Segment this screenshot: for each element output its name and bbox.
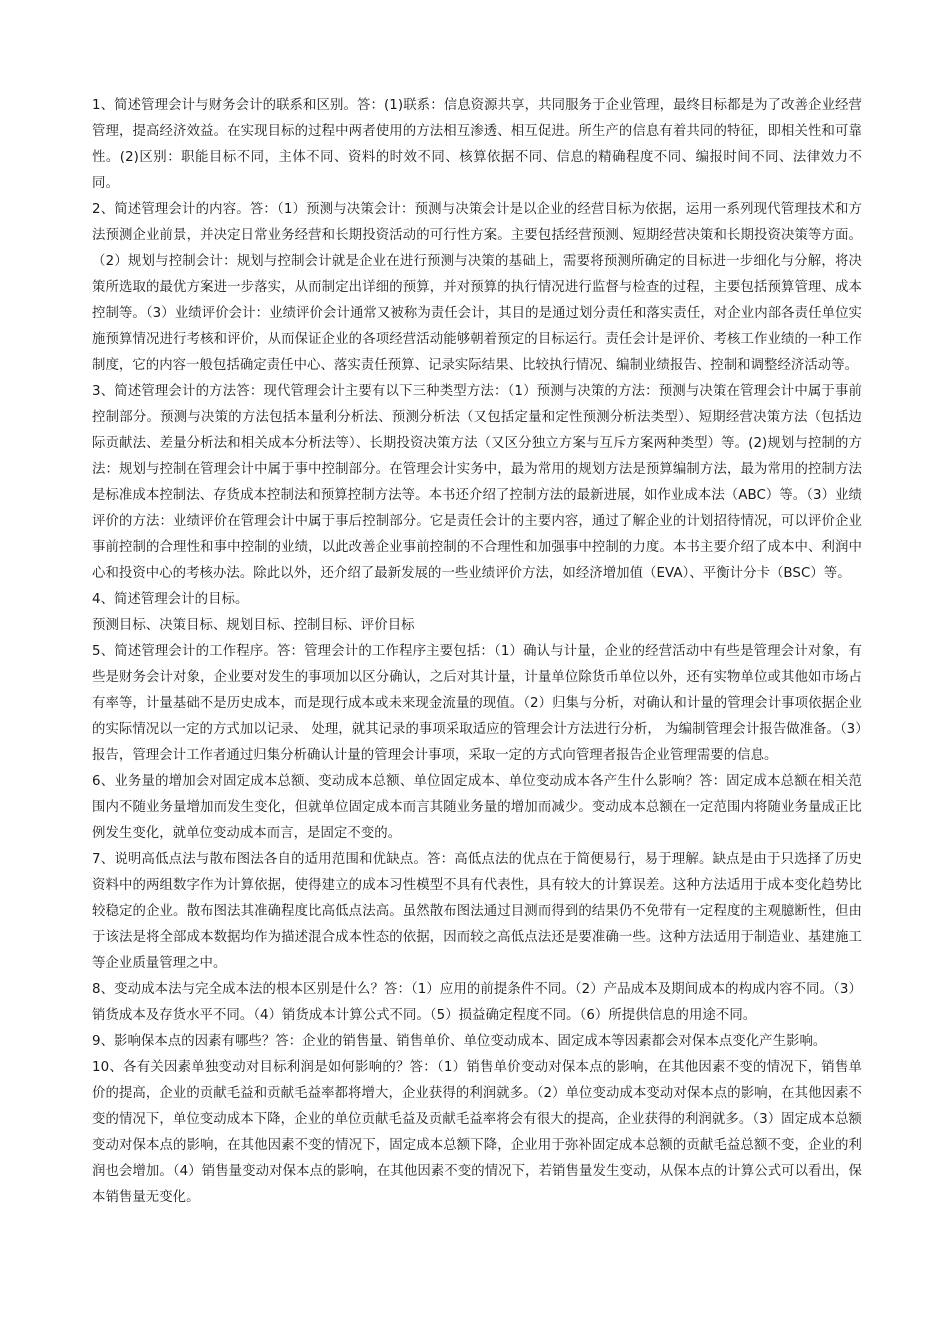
paragraph-q5: 5、简述管理会计的工作程序。答：管理会计的工作程序主要包括：（1）确认与计量，企业的经营活动中有些是管理会计对象，有些是财务会计对象，企业要对发生的事项加以区分确认，之后对其计量，计量单位除货币单位以外，还有实物单位或其他如市场占有率等，计量基础不是历史成本，而是现行成本或未来现金流量的现值。（2）归集与分析，对确认和计量的管理会计事项依据企业的实际情况以一定的方式加以记录、 处理，就其记录的事项采取适应的管理会计方法进行分析， 为编制管理会计报告做准备。（3）报告，管理会计工作者通过归集分析确认计量的管理会计事项，采取一定的方式向管理者报告企业管理需要的信息。 xyxy=(92,644,862,763)
document-body xyxy=(92,93,862,1211)
paragraph-q3: 3、简述管理会计的方法答：现代管理会计主要有以下三种类型方法：（1）预测与决策的方法：预测与决策在管理会计中属于事前控制部分。预测与决策的方法包括本量利分析法、预测分析法（又包括定量和定性预测分析法类型）、短期经营决策方法（包括边际贡献法、差量分析法和相关成本分析法等）、长期投资决策方法（又区分独立方案与互斥方案两种类型）等。(2)规划与控制的方法：规划与控制在管理会计中属于事中控制部分。在管理会计实务中，最为常用的规划方法是预算编制方法，最为常用的控制方法是标准成本控制法、存货成本控制法和预算控制方法等。本书还介绍了控制方法的最新进展，如作业成本法（ABC）等。（3）业绩评价的方法：业绩评价在管理会计中属于事后控制部分。它是责任会计的主要内容，通过了解企业的计划招待情况，可以评价企业事前控制的合理性和事中控制的业绩，以此改善企业事前控制的不合理性和加强事中控制的力度。本书主要介绍了成本中、利润中心和投资中心的考核办法。除此以外，还介绍了最新发展的一些业绩评价方法，如经济增加值（EVA）、平衡计分卡（BSC）等。 xyxy=(92,384,862,581)
paragraph-q2: 2、简述管理会计的内容。答：（1）预测与决策会计：预测与决策会计是以企业的经营目标为依据，运用一系列现代管理技术和方法预测企业前景，并决定日常业务经营和长期投资活动的可行性方案。主要包括经营预测、短期经营决策和长期投资决策等方面。（2）规划与控制会计：规划与控制会计就是企业在进行预测与决策的基础上，需要将预测所确定的目标进一步细化与分解，将决策所选取的最优方案进一步落实，从而制定出详细的预算，并对预算的执行情况进行监督与检查的过程，主要包括预算管理、成本控制等。（3）业绩评价会计：业绩评价会计通常又被称为责任会计，其目的是通过划分责任和落实责任，对企业内部各责任单位实施预算情况进行考核和评价，从而保证企业的各项经营活动能够朝着预定的目标运行。责任会计是评价、考核工作业绩的一种工作制度，它的内容一般包括确定责任中心、落实责任预算、记录实际结果、比较执行情况、编制业绩报告、控制和调整经济活动等。 xyxy=(92,202,862,373)
paragraph-q8: 8、变动成本法与完全成本法的根本区别是什么？答：（1）应用的前提条件不同。（2）产品成本及期间成本的构成内容不同。（3）销货成本及存货水平不同。（4）销货成本计算公式不同。（5）损益确定程度不同。（6）所提供信息的用途不同。 xyxy=(92,982,862,1023)
paragraph-q6: 6、业务量的增加会对固定成本总额、变动成本总额、单位固定成本、单位变动成本各产生什么影响？答：固定成本总额在相关范围内不随业务量增加而发生变化，但就单位固定成本而言其随业务量的增加而减少。变动成本总额在一定范围内将随业务量成正比例发生变化，就单位变动成本而言，是固定不变的。 xyxy=(92,774,862,841)
paragraph-q4: 4、简述管理会计的目标。 xyxy=(92,592,249,607)
paragraph-q10: 10、各有关因素单独变动对目标利润是如何影响的？答：（1）销售单价变动对保本点的影响，在其他因素不变的情况下，销售单价的提高，企业的贡献毛益和贡献毛益率都将增大，企业获得的利润就多。（2）单位变动成本变动对保本点的影响，在其他因素不变的情况下，单位变动成本下降，企业的单位贡献毛益及贡献毛益率将会有很大的提高，企业获得的利润就多。（3）固定成本总额变动对保本点的影响，在其他因素不变的情况下，固定成本总额下降，企业用于弥补固定成本总额的贡献毛益总额不变，企业的利润也会增加。（4）销售量变动对保本点的影响，在其他因素不变的情况下，若销售量发生变动，从保本点的计算公式可以看出，保本销售量无变化。 xyxy=(92,1060,862,1205)
paragraph-q7: 7、说明高低点法与散布图法各自的适用范围和优缺点。答：高低点法的优点在于简便易行，易于理解。缺点是由于只选择了历史资料中的两组数字作为计算依据，使得建立的成本习性模型不具有代表性，具有较大的计算误差。这种方法适用于成本变化趋势比较稳定的企业。散布图法其准确程度比高低点法高。虽然散布图法通过目测而得到的结果仍不免带有一定程度的主观臆断性，但由于该法是将全部成本数据均作为描述混合成本性态的依据，因而较之高低点法还是要准确一些。这种方法适用于制造业、基建施工等企业质量管理之中。 xyxy=(92,852,862,971)
paragraph-q4-answer: 预测目标、决策目标、规划目标、控制目标、评价目标 xyxy=(92,618,415,633)
paragraph-q1: 1、简述管理会计与财务会计的联系和区别。答：(1)联系：信息资源共享，共同服务于企业管理，最终目标都是为了改善企业经营管理，提高经济效益。在实现目标的过程中两者使用的方法相互渗透、相互促进。所生产的信息有着共同的特征，即相关性和可靠性。(2)区别：职能目标不同，主体不同、资料的时效不同、核算依据不同、信息的精确程度不同、编报时间不同、法律效力不同。 xyxy=(92,98,862,191)
paragraph-q9: 9、影响保本点的因素有哪些？答：企业的销售量、销售单价、单位变动成本、固定成本等因素都会对保本点变化产生影响。 xyxy=(92,1034,827,1049)
